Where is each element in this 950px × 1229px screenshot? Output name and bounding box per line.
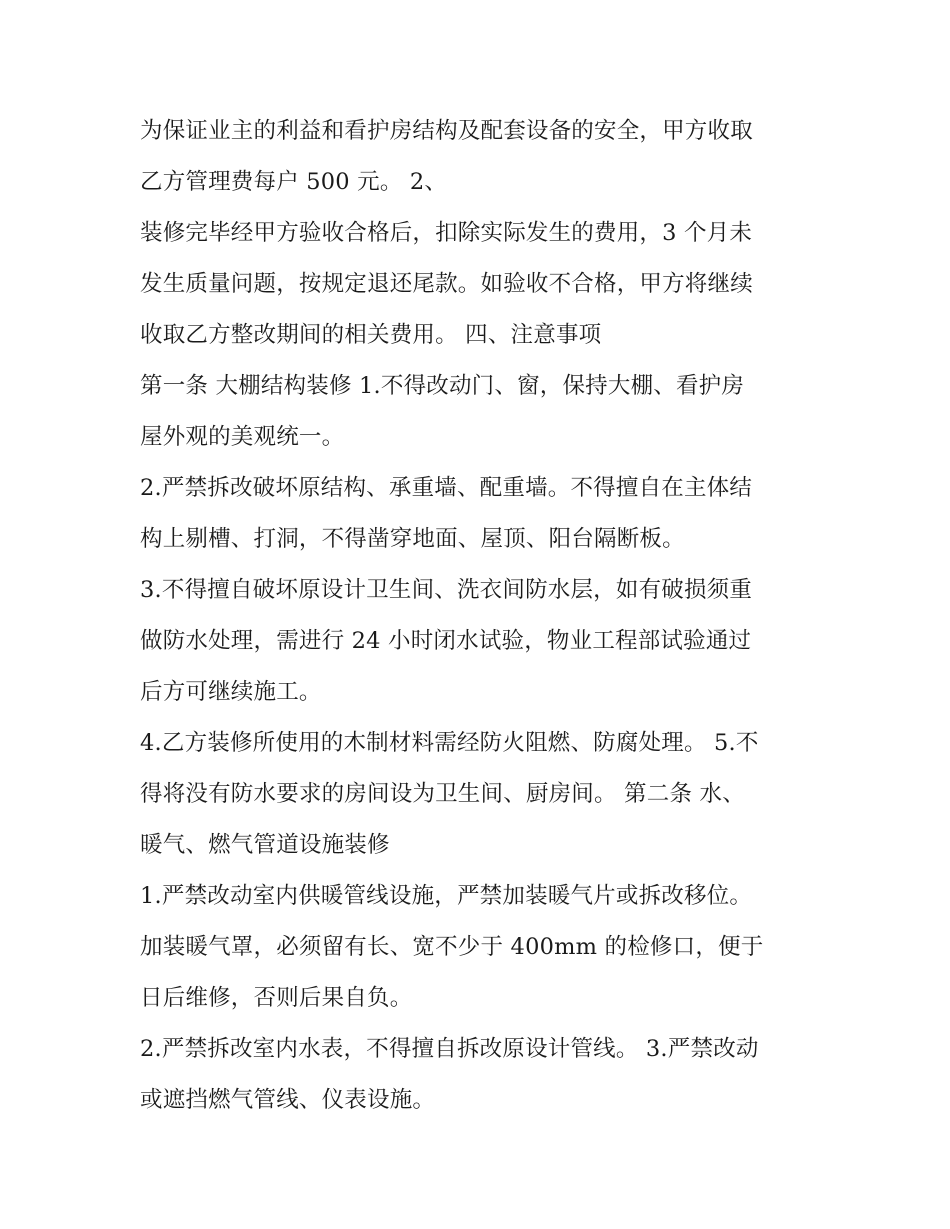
text-line: 做防水处理，需进行 24 小时闭水试验，物业工程部试验通过 bbox=[140, 628, 752, 654]
text-line: 加装暖气罩，必须留有长、宽不少于 400mm 的检修口，便于 bbox=[140, 934, 764, 960]
text-line: 3.不得擅自破坏原设计卫生间、洗衣间防水层，如有破损须重 bbox=[140, 577, 753, 603]
text-line: 屋外观的美观统一。 bbox=[140, 424, 345, 450]
text-line: 得将没有防水要求的房间设为卫生间、厨房间。 第二条 水、 bbox=[140, 781, 745, 807]
text-line: 1.严禁改动室内供暖管线设施，严禁加装暖气片或拆改移位。 bbox=[140, 883, 753, 909]
text-line: 发生质量问题，按规定退还尾款。如验收不合格，甲方将继续 bbox=[140, 271, 753, 297]
text-line: 4.乙方装修所使用的木制材料需经防火阻燃、防腐处理。 5.不 bbox=[140, 730, 759, 756]
text-line: 构上剔槽、打洞，不得凿穿地面、屋顶、阳台隔断板。 bbox=[140, 526, 685, 552]
text-line: 或遮挡燃气管线、仪表设施。 bbox=[140, 1087, 436, 1113]
text-line: 暖气、燃气管道设施装修 bbox=[140, 832, 390, 858]
document-body bbox=[140, 106, 830, 1126]
text-line: 2.严禁拆改室内水表，不得擅自拆改原设计管线。 3.严禁改动 bbox=[140, 1036, 759, 1062]
text-line: 日后维修，否则后果自负。 bbox=[140, 985, 413, 1011]
text-line: 后方可继续施工。 bbox=[140, 679, 322, 705]
text-line: 装修完毕经甲方验收合格后，扣除实际发生的费用，3 个月未 bbox=[140, 220, 753, 246]
text-line: 乙方管理费每户 500 元。 2、 bbox=[140, 169, 448, 195]
text-line: 收取乙方整改期间的相关费用。 四、注意事项 bbox=[140, 322, 602, 348]
text-line: 为保证业主的利益和看护房结构及配套设备的安全，甲方收取 bbox=[140, 118, 753, 144]
text-line: 第一条 大棚结构装修 1.不得改动门、窗，保持大棚、看护房 bbox=[140, 373, 745, 399]
text-line: 2.严禁拆改破坏原结构、承重墙、配重墙。不得擅自在主体结 bbox=[140, 475, 753, 501]
